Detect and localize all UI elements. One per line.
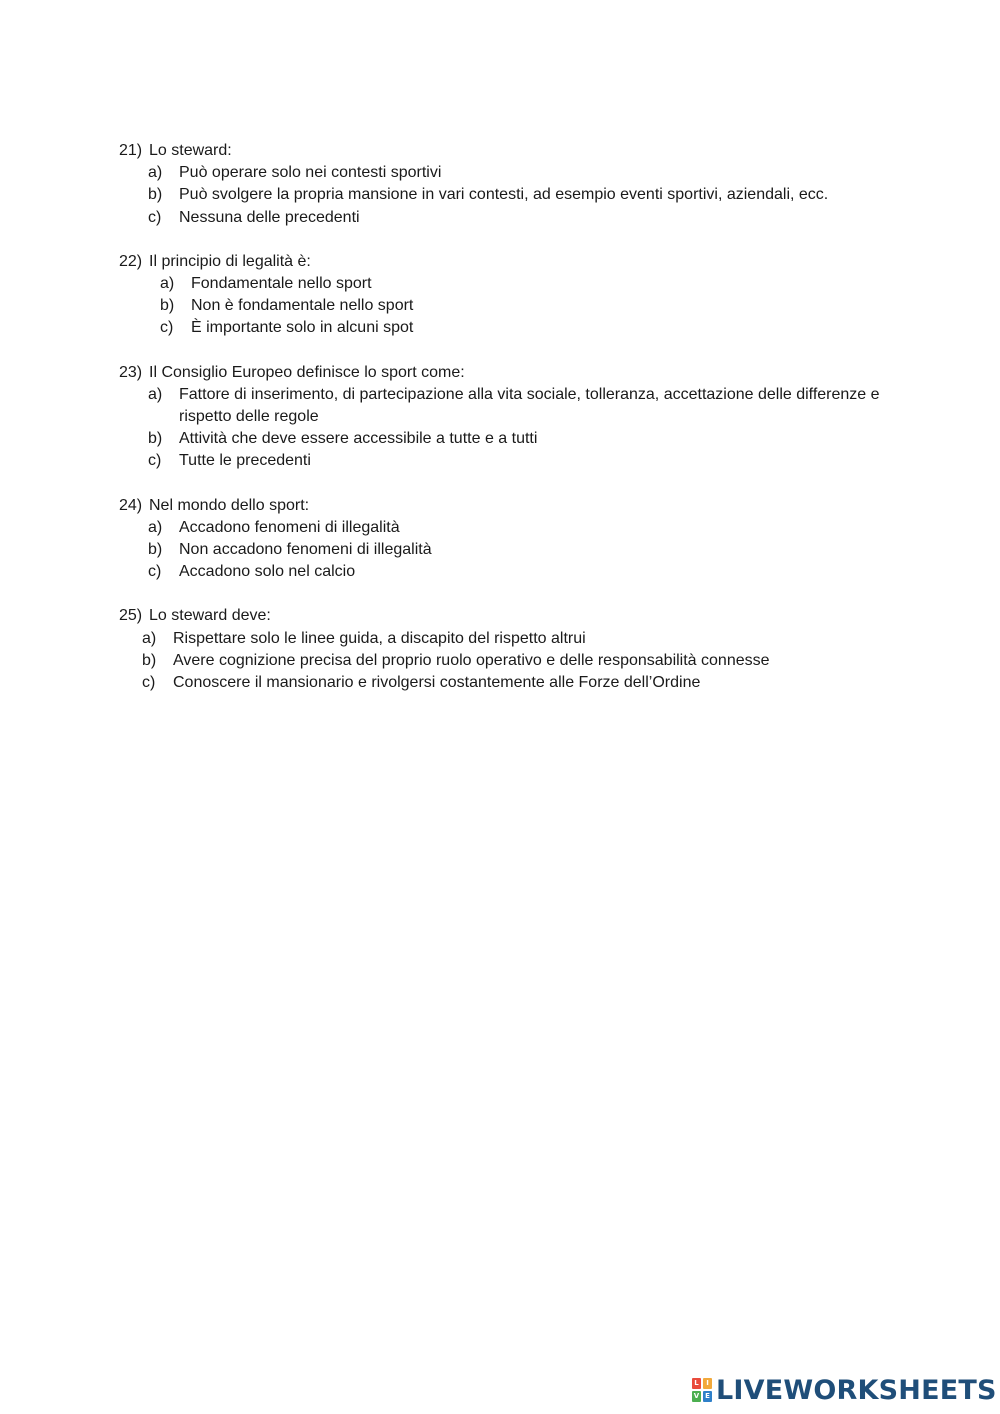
question-number: 23): [119, 363, 143, 381]
option-text: Non accadono fenomeni di illegalità: [179, 540, 432, 558]
option-letter: c): [148, 208, 162, 226]
question-23: [119, 362, 919, 473]
option-letter: c): [148, 452, 162, 470]
question-header: [119, 362, 919, 384]
answer-option-a[interactable]: [119, 273, 919, 295]
option-text: Conoscere il mansionario e rivolgersi costantemente alle Forze dell’Ordine: [173, 673, 701, 691]
option-text: Fondamentale nello sport: [191, 274, 372, 292]
option-letter: c): [148, 563, 162, 581]
answer-option-c[interactable]: [119, 561, 919, 583]
answer-option-a[interactable]: [119, 517, 919, 539]
option-letter: a): [148, 385, 163, 403]
liveworksheets-logo: [692, 1375, 997, 1405]
answer-option-c[interactable]: [119, 672, 919, 694]
option-letter: b): [148, 540, 163, 558]
option-text: Attività che deve essere accessibile a tutte e a tutti: [179, 430, 538, 448]
answer-option-b[interactable]: [119, 184, 919, 206]
question-text: Il Consiglio Europeo definisce lo sport come:: [149, 363, 465, 381]
option-text: Accadono fenomeni di illegalità: [179, 518, 400, 536]
question-header: [119, 140, 919, 162]
logo-mark-e: E: [703, 1391, 712, 1402]
logo-mark-l: L: [692, 1378, 701, 1389]
option-letter: b): [148, 430, 163, 448]
question-25: [119, 605, 919, 694]
option-text: Può operare solo nei contesti sportivi: [179, 164, 442, 182]
logo-text: LIVEWORKSHEETS: [716, 1374, 997, 1406]
question-24: [119, 495, 919, 584]
option-text: Avere cognizione precisa del proprio ruolo operativo e delle responsabilità connesse: [173, 651, 770, 669]
question-text: Nel mondo dello sport:: [149, 496, 310, 514]
option-letter: c): [160, 319, 174, 337]
answer-option-b[interactable]: [119, 428, 919, 450]
question-header: [119, 495, 919, 517]
option-letter: c): [142, 673, 156, 691]
option-text: Può svolgere la propria mansione in vari contesti, ad esempio eventi sportivi, aziendali, ecc.: [179, 186, 829, 204]
question-number: 24): [119, 496, 143, 514]
question-number: 21): [119, 142, 143, 159]
option-letter: b): [142, 651, 157, 669]
option-text: Nessuna delle precedenti: [179, 208, 360, 226]
answer-option-a[interactable]: [119, 384, 919, 428]
answer-option-b[interactable]: [119, 295, 919, 317]
question-number: 25): [119, 607, 143, 625]
logo-mark-icon: [692, 1378, 712, 1402]
option-letter: a): [148, 164, 163, 182]
answer-option-c[interactable]: [119, 207, 919, 229]
question-21: [119, 140, 919, 229]
logo-mark-v: V: [693, 1392, 700, 1400]
question-22: [119, 251, 919, 340]
question-list: [119, 140, 919, 716]
question-number: 22): [119, 252, 143, 270]
option-letter: a): [160, 274, 175, 292]
option-text: Accadono solo nel calcio: [179, 563, 356, 581]
answer-option-a[interactable]: [119, 162, 919, 184]
option-text: È importante solo in alcuni spot: [191, 319, 414, 337]
option-letter: b): [160, 297, 175, 315]
answer-option-b[interactable]: [119, 650, 919, 672]
answer-option-c[interactable]: [119, 317, 919, 339]
option-letter: a): [142, 629, 157, 647]
question-header: [119, 605, 919, 627]
answer-option-b[interactable]: [119, 539, 919, 561]
answer-option-a[interactable]: [119, 628, 919, 650]
option-text: Non è fondamentale nello sport: [191, 297, 414, 315]
answer-option-c[interactable]: [119, 450, 919, 472]
option-text: Fattore di inserimento, di partecipazione alla vita sociale, tolleranza, accettazione delle differenze e rispetto delle regole: [179, 385, 880, 425]
question-text: Lo steward:: [149, 142, 232, 159]
question-text: Il principio di legalità è:: [149, 252, 311, 270]
option-text: Tutte le precedenti: [179, 452, 311, 470]
option-letter: b): [148, 186, 163, 204]
logo-mark-i: I: [703, 1378, 712, 1389]
option-letter: a): [148, 518, 163, 536]
option-text: Rispettare solo le linee guida, a discapito del rispetto altrui: [173, 629, 586, 647]
question-header: [119, 251, 919, 273]
question-text: Lo steward deve:: [149, 607, 271, 625]
